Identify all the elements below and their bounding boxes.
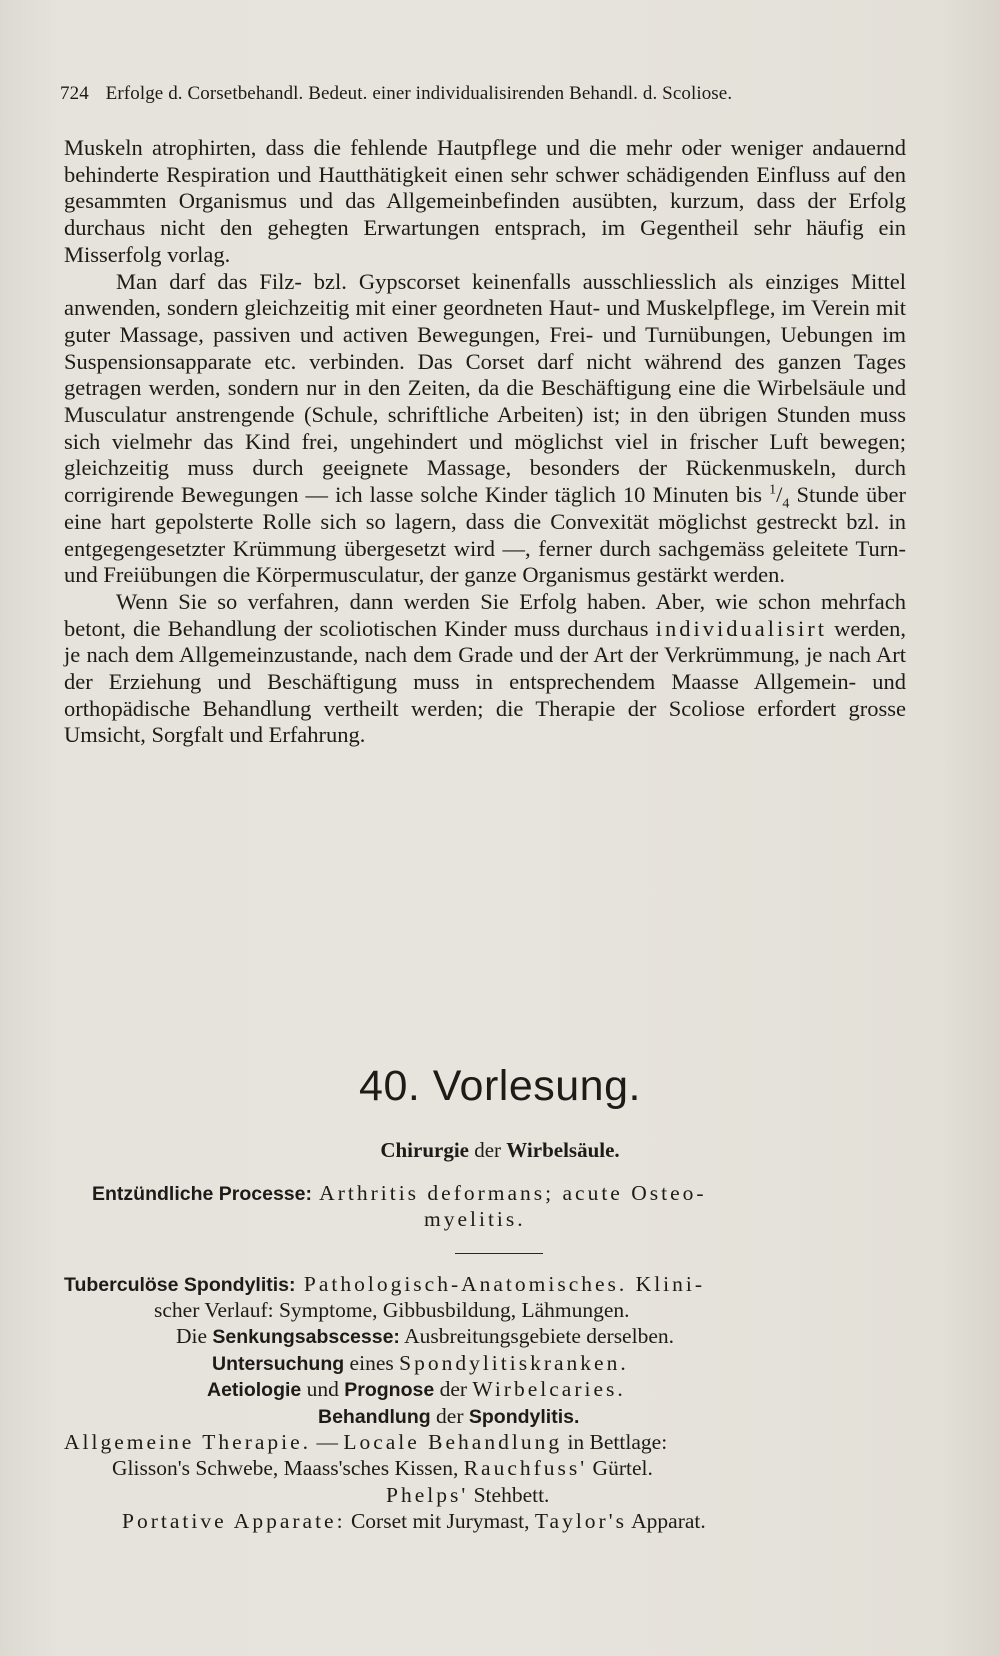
paragraph-text: Muskeln atrophirten, dass die fehlende Hautpflege und die mehr oder weniger andauernd behinderte Respiration und Hautthätigkeit einen sehr schwer schädigenden Einfluss auf den gesammten Organismus und das Allgemeinbefinden ausübten, kurzum, dass der Erfolg durchaus nicht den gehegten Erwartungen entsprach, im Gegentheil sehr häufig ein Misserfolg vorlag. [64, 135, 906, 267]
running-head [60, 83, 910, 105]
contents-line [424, 1207, 526, 1232]
contents-heading: Behandlung [318, 1406, 431, 1428]
contents-text: Apparat. [626, 1509, 706, 1533]
fraction-slash: / [776, 482, 783, 508]
lecture-title: 40. Vorlesung. [359, 1062, 641, 1110]
fraction-denominator: 4 [782, 496, 790, 512]
contents-text: Gürtel. [587, 1456, 653, 1480]
contents-text: Glisson's Schwebe, Maass'sches Kissen, [112, 1456, 464, 1480]
paragraph [64, 135, 906, 269]
running-head-title: Erfolge d. Corsetbehandl. Bedeut. einer individualisirenden Behandl. d. Scoliose. [105, 83, 733, 104]
contents-text: Portative Apparate: [122, 1509, 346, 1533]
section-divider [455, 1253, 543, 1254]
contents-line [176, 1324, 674, 1349]
subtitle-word: Wirbelsäule. [506, 1138, 620, 1162]
contents-text: Pathologisch-Anatomisches. Klini- [295, 1272, 706, 1296]
contents-line [122, 1509, 706, 1534]
contents-heading: Entzündliche Processe: [92, 1183, 312, 1205]
contents-text: Spondylitiskranken. [399, 1351, 629, 1375]
contents-line [92, 1181, 707, 1206]
emphasized-text: individualisirt [655, 615, 827, 641]
paragraph [64, 269, 906, 589]
contents-text: — [311, 1430, 344, 1454]
contents-text: Ausbreitungsgebiete derselben. [399, 1324, 674, 1348]
contents-heading: Senkungsabscesse: [212, 1326, 400, 1348]
contents-text: Arthritis deformans; acute Osteo- [311, 1181, 707, 1205]
contents-line [318, 1404, 579, 1429]
contents-line [212, 1351, 629, 1376]
contents-line [64, 1272, 705, 1297]
contents-line [207, 1377, 626, 1402]
paragraph [64, 589, 906, 749]
contents-line [64, 1430, 667, 1455]
contents-heading: Spondylitis. [468, 1406, 580, 1428]
contents-line [386, 1483, 549, 1508]
contents-heading: Prognose [344, 1379, 435, 1401]
subtitle-word: der [468, 1138, 507, 1162]
body-text [64, 135, 906, 749]
paragraph-text: Wenn Sie so verfahren, dann werden Sie Erfolg haben. Aber, wie schon mehrfach betont, die Behandlung der scoliotischen Kinder muss durchaus [64, 588, 906, 641]
paragraph-text: Man darf das Filz- bzl. Gypscorset keinenfalls ausschliesslich als einziges Mittel anwenden, sondern gleichzeitig mit einer geordneten Haut- und Muskelpflege, im Verein mit guter Massage, passiven und activen Bewegungen, Frei- und Turnübungen, Uebungen im Suspensionsapparate etc. verbinden. Das Corset darf nicht während des ganzen Tages getragen werden, sondern nur in den Zeiten, da die Beschäftigung eine die Wirbelsäule und Musculatur anstrengende (Schule, schriftliche Arbeiten) ist; in den übrigen Stunden muss sich vielmehr das Kind frei, ungehindert und möglichst viel in frischer Luft bewegen; gleichzeitig muss durch geeignete Massage, besonders der Rückenmuskeln, durch corrigirende Bewegungen — ich lasse solche Kinder täglich 10 Minuten bis [64, 268, 906, 508]
contents-line [112, 1456, 653, 1481]
paragraph-text: Stunde über eine hart gepolsterte Rolle sich so lagern, dass die Convexität möglichst gestreckt bzl. in entgegengesetzter Krümmung übergesetzt wird —, ferner durch sachgemäss geleitete Turn- und Freiübungen die Körpermusculatur, der ganze Organismus gestärkt werden. [64, 482, 906, 588]
contents-text: und [301, 1377, 345, 1401]
paragraph-text: werden, je nach dem Allgemeinzustande, nach dem Grade und der Art der Verkrümmung, je nach Art der Erziehung und Beschäftigung muss in entsprechendem Maasse Allgemein- und orthopädische Behandlung vertheilt werden; die Therapie der Scoliose erfordert grosse Umsicht, Sorgfalt und Erfahrung. [64, 615, 906, 748]
contents-text: Phelps' [386, 1483, 469, 1507]
contents-text: der [434, 1377, 473, 1401]
contents-text: Rauchfuss' [463, 1456, 588, 1480]
contents-text: Stehbett. [468, 1483, 550, 1507]
contents-text: Corset mit Jurymast, [345, 1509, 535, 1533]
contents-text: Locale Behandlung [343, 1430, 563, 1454]
contents-text: eines [344, 1351, 400, 1375]
contents-text: in Bettlage: [562, 1430, 668, 1454]
page-number: 724 [60, 83, 89, 104]
lecture-subtitle [0, 1138, 1000, 1163]
contents-text: Allgemeine Therapie. [64, 1430, 312, 1454]
contents-line [154, 1298, 630, 1323]
subtitle-word: Chirurgie [380, 1138, 469, 1162]
contents-heading: Untersuchung [212, 1353, 345, 1375]
contents-text: Die [176, 1324, 213, 1348]
contents-text: Wirbelcaries. [472, 1377, 626, 1401]
contents-text: scher Verlauf: Symptome, Gibbusbildung, Lähmungen. [154, 1298, 630, 1322]
contents-text: Taylor's [534, 1509, 627, 1533]
contents-heading: Tuberculöse Spondylitis: [64, 1274, 296, 1296]
fraction-numerator: 1 [769, 482, 777, 498]
contents-heading: Aetiologie [207, 1379, 302, 1401]
contents-text: myelitis. [424, 1207, 526, 1231]
contents-text: der [430, 1404, 469, 1428]
